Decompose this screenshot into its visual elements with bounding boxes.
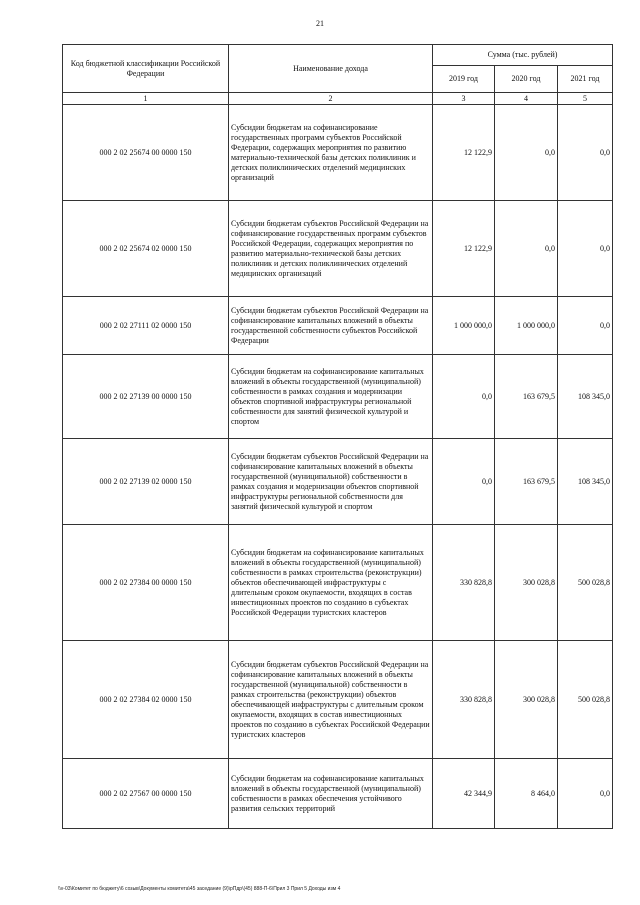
- row-name: Субсидии бюджетам на софинансирование государственных программ субъектов Российской Федерации, содержащих мероприятия по развитию материально-технической базы детских поликлиник и детских поликлинических отделений медицинских организаций: [229, 105, 433, 201]
- row-value-2019: 330 828,8: [433, 525, 495, 641]
- row-code: 000 2 02 27567 00 0000 150: [63, 759, 229, 829]
- row-name: Субсидии бюджетам на софинансирование капитальных вложений в объекты государственной (муниципальной) собственности в рамках строительства (реконструкции) объектов обеспечивающей инфраструктуры с длительным сроком окупаемости, входящих в состав инвестиционных проектов по созданию в субъектах Российской Федерации туристских кластеров: [229, 525, 433, 641]
- row-value-2020: 163 679,5: [495, 355, 558, 439]
- row-code: 000 2 02 27139 02 0000 150: [63, 439, 229, 525]
- col-number-4: 4: [495, 93, 558, 105]
- row-value-2020: 300 028,8: [495, 525, 558, 641]
- header-year-2020: 2020 год: [495, 66, 558, 93]
- header-code: Код бюджетной классификации Российской Федерации: [63, 45, 229, 93]
- row-code: 000 2 02 27384 02 0000 150: [63, 641, 229, 759]
- row-name: Субсидии бюджетам на софинансирование капитальных вложений в объекты государственной (муниципальной) собственности в рамках создания и модернизации объектов спортивной инфраструктуры региональной собственности для занятий физической культурой и спортом: [229, 355, 433, 439]
- row-code: 000 2 02 25674 00 0000 150: [63, 105, 229, 201]
- row-value-2019: 12 122,9: [433, 105, 495, 201]
- row-code: 000 2 02 27111 02 0000 150: [63, 297, 229, 355]
- header-sum: Сумма (тыс. рублей): [433, 45, 613, 66]
- row-value-2020: 0,0: [495, 201, 558, 297]
- row-code: 000 2 02 27384 00 0000 150: [63, 525, 229, 641]
- row-name: Субсидии бюджетам на софинансирование капитальных вложений в объекты государственной (муниципальной) собственности в рамках обеспечения устойчивого развития сельских территорий: [229, 759, 433, 829]
- row-value-2019: 42 344,9: [433, 759, 495, 829]
- row-value-2021: 108 345,0: [558, 439, 613, 525]
- table-row: [63, 297, 613, 355]
- row-code: 000 2 02 27139 00 0000 150: [63, 355, 229, 439]
- table-row: [63, 201, 613, 297]
- table-row: [63, 525, 613, 641]
- row-value-2021: 0,0: [558, 297, 613, 355]
- row-name: Субсидии бюджетам субъектов Российской Федерации на софинансирование государственных программ субъектов Российской Федерации, содержащих мероприятия по развитию материально-технической базы детских поликлиник и детских поликлинических отделений медицинских организаций: [229, 201, 433, 297]
- row-value-2021: 0,0: [558, 759, 613, 829]
- table-row: [63, 641, 613, 759]
- row-name: Субсидии бюджетам субъектов Российской Федерации на софинансирование капитальных вложений в объекты государственной (муниципальной) собственности в рамках строительства (реконструкции) объектов обеспечивающей инфраструктуры с длительным сроком окупаемости, входящих в состав инвестиционных проектов по созданию в субъектах Российской Федерации туристских кластеров: [229, 641, 433, 759]
- revenue-table: [62, 44, 613, 829]
- col-number-3: 3: [433, 93, 495, 105]
- row-value-2021: 0,0: [558, 105, 613, 201]
- row-value-2019: 1 000 000,0: [433, 297, 495, 355]
- row-code: 000 2 02 25674 02 0000 150: [63, 201, 229, 297]
- table-row: [63, 759, 613, 829]
- row-value-2019: 0,0: [433, 355, 495, 439]
- row-value-2020: 8 464,0: [495, 759, 558, 829]
- header-year-2021: 2021 год: [558, 66, 613, 93]
- col-number-5: 5: [558, 93, 613, 105]
- row-value-2019: 330 828,8: [433, 641, 495, 759]
- table-row: [63, 105, 613, 201]
- row-value-2020: 163 679,5: [495, 439, 558, 525]
- footer-file-path: \\v-03\Комитет по бюджету\6 созыв\Документы комитета\45 заседание (9)\рПдр\(45) 888-П-6\Прил 3 Прил 5 Доходы изм 4: [58, 886, 341, 892]
- row-value-2020: 0,0: [495, 105, 558, 201]
- page-number: 21: [316, 19, 324, 28]
- row-value-2021: 500 028,8: [558, 641, 613, 759]
- row-value-2021: 0,0: [558, 201, 613, 297]
- row-value-2020: 300 028,8: [495, 641, 558, 759]
- row-value-2019: 0,0: [433, 439, 495, 525]
- header-year-2019: 2019 год: [433, 66, 495, 93]
- col-number-1: 1: [63, 93, 229, 105]
- row-value-2021: 500 028,8: [558, 525, 613, 641]
- col-number-2: 2: [229, 93, 433, 105]
- row-name: Субсидии бюджетам субъектов Российской Федерации на софинансирование капитальных вложений в объекты государственной (муниципальной) собственности в рамках создания и модернизации объектов спортивной инфраструктуры региональной собственности для занятий физической культурой и спортом: [229, 439, 433, 525]
- table-row: [63, 439, 613, 525]
- row-value-2020: 1 000 000,0: [495, 297, 558, 355]
- row-value-2021: 108 345,0: [558, 355, 613, 439]
- header-name: Наименование дохода: [229, 45, 433, 93]
- table-row: [63, 355, 613, 439]
- row-name: Субсидии бюджетам субъектов Российской Федерации на софинансирование капитальных вложений в объекты государственной собственности субъектов Российской Федерации: [229, 297, 433, 355]
- row-value-2019: 12 122,9: [433, 201, 495, 297]
